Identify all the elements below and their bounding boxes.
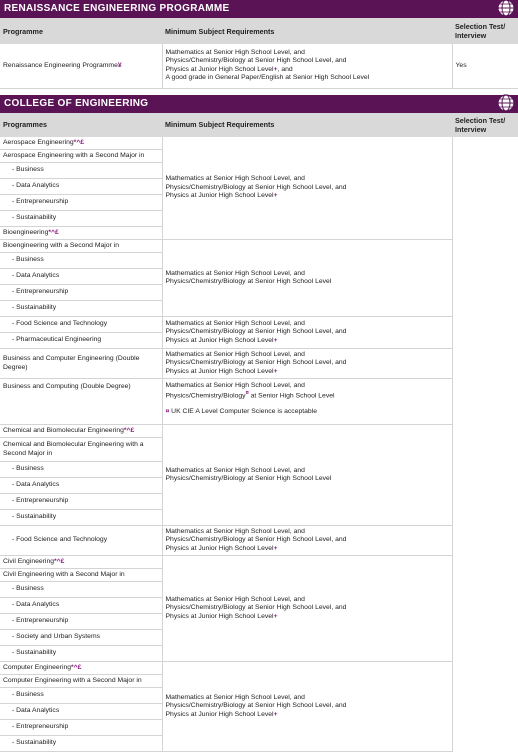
text: Physics/Chemistry/Biology at Senior High School Level, and <box>166 536 449 544</box>
text: Mathematics at Senior High School Level, and <box>166 351 449 359</box>
programme-cell: Business and Computing (Double Degree) <box>0 379 162 425</box>
table-row <box>0 113 518 137</box>
text: Renaissance Engineering Programme <box>3 62 118 69</box>
col-header-selection: Selection Test/ Interview <box>452 18 518 44</box>
programme-cell <box>452 137 518 752</box>
requirements-cell <box>162 137 452 240</box>
programme-cell: - Business <box>0 253 162 269</box>
text: ¤ <box>166 408 170 415</box>
text: Bioengineering <box>3 229 48 236</box>
text: *^£ <box>54 558 64 565</box>
table-row <box>0 137 518 150</box>
text: A good grade in General Paper/English at Senior High School Level <box>166 74 449 82</box>
requirements-cell <box>162 662 452 752</box>
engineering-table <box>0 113 518 752</box>
text: Physics/Chemistry/Biology at Senior High School Level, and <box>166 184 449 192</box>
text <box>166 337 449 345</box>
programme-cell: - Entrepreneurship <box>0 720 162 736</box>
table-row <box>0 556 518 569</box>
programme-cell: - Data Analytics <box>0 598 162 614</box>
programme-cell: - Business <box>0 163 162 179</box>
programme-cell <box>0 425 162 438</box>
text <box>166 613 449 621</box>
programme-cell: - Business <box>0 462 162 478</box>
requirements-cell <box>162 317 452 349</box>
programme-cell: - Sustainability <box>0 301 162 317</box>
text <box>166 66 449 74</box>
text: Physics/Chemistry/Biology at Senior High School Level <box>166 278 449 286</box>
text: Physics/Chemistry/Biology at Senior High School Level, and <box>166 328 449 336</box>
col-header-requirements: Minimum Subject Requirements <box>162 18 452 44</box>
programme-cell: - Data Analytics <box>0 179 162 195</box>
programme-cell: - Data Analytics <box>0 704 162 720</box>
text: Physics at Junior High School Level <box>166 368 274 375</box>
text: Mathematics at Senior High School Level, and <box>166 467 449 475</box>
text: + <box>274 711 278 718</box>
text: Physics/Chemistry/Biology at Senior High School Level <box>166 475 449 483</box>
programme-cell: - Entrepreneurship <box>0 614 162 630</box>
programme-cell: - Entrepreneurship <box>0 494 162 510</box>
programme-cell: - Pharmaceutical Engineering <box>0 333 162 349</box>
section-title-engineering <box>0 95 518 113</box>
text: ¤ <box>246 390 249 396</box>
globe-icon <box>496 0 516 18</box>
text: + <box>274 368 278 375</box>
text: Mathematics at Senior High School Level, and <box>166 694 449 702</box>
selection-cell: Yes <box>452 44 518 88</box>
text: Computer Engineering <box>3 664 71 671</box>
requirements-cell <box>162 526 452 556</box>
text <box>166 711 449 719</box>
requirements-cell <box>162 349 452 379</box>
text: + <box>274 613 278 620</box>
programme-cell: - Business <box>0 582 162 598</box>
text: + <box>274 337 278 344</box>
text: Mathematics at Senior High School Level, and <box>166 320 449 328</box>
programme-cell: - Sustainability <box>0 646 162 662</box>
text: Mathematics at Senior High School Level, and <box>166 528 449 536</box>
text <box>166 368 449 376</box>
programme-cell: - Data Analytics <box>0 478 162 494</box>
text: Civil Engineering <box>3 558 54 565</box>
renaissance-table <box>0 18 518 89</box>
globe-icon <box>496 93 516 113</box>
text: Physics/Chemistry/Biology at Senior High School Level, and <box>166 359 449 367</box>
text <box>166 408 449 416</box>
text: at Senior High School Level <box>251 393 335 400</box>
text: + <box>274 545 278 552</box>
programme-cell: - Sustainability <box>0 736 162 752</box>
col-header-selection: Selection Test/ Interview <box>452 113 518 137</box>
text: *^£ <box>71 664 81 671</box>
programme-cell: Computer Engineering with a Second Major in <box>0 675 162 688</box>
text: *^£ <box>124 427 134 434</box>
text <box>166 545 449 553</box>
requirements-cell <box>162 425 452 526</box>
text: Mathematics at Senior High School Level, and <box>166 382 449 390</box>
text: Mathematics at Senior High School Level, and <box>166 270 449 278</box>
programme-cell: - Food Science and Technology <box>0 317 162 333</box>
text: Mathematics at Senior High School Level, and <box>166 49 449 57</box>
text: Chemical and Biomolecular Engineering <box>3 427 124 434</box>
text: Mathematics at Senior High School Level, and <box>166 596 449 604</box>
text: Physics at Junior High School Level <box>166 545 274 552</box>
text: ¥ <box>118 62 122 69</box>
table-row <box>0 349 518 379</box>
table-row <box>0 44 518 88</box>
text: + <box>274 192 278 199</box>
table-row <box>0 18 518 44</box>
section-title-text: COLLEGE OF ENGINEERING <box>4 98 148 109</box>
text: Physics at Junior High School Level <box>166 337 274 344</box>
text: , and <box>278 66 293 73</box>
text: UK CIE A Level Computer Science is acceptable <box>171 408 317 415</box>
text: Physics/Chemistry/Biology at Senior High School Level, and <box>166 702 449 710</box>
programme-cell <box>0 556 162 569</box>
programme-cell: Civil Engineering with a Second Major in <box>0 569 162 582</box>
programme-cell: Bioengineering with a Second Major in <box>0 240 162 253</box>
table-row <box>0 662 518 675</box>
table-row <box>0 526 518 556</box>
section-title-text: RENAISSANCE ENGINEERING PROGRAMME <box>4 3 229 14</box>
text: Physics at Junior High School Level <box>166 613 274 620</box>
requirements-cell <box>162 556 452 662</box>
requirements-cell <box>162 240 452 317</box>
text: Physics at Junior High School Level <box>166 711 274 718</box>
programme-cell: Aerospace Engineering with a Second Major in <box>0 150 162 163</box>
programme-cell <box>0 44 162 88</box>
programme-cell: - Data Analytics <box>0 269 162 285</box>
programme-cell: - Entrepreneurship <box>0 195 162 211</box>
table-row <box>0 240 518 253</box>
text: Physics/Chemistry/Biology <box>166 393 246 400</box>
programme-cell: - Entrepreneurship <box>0 285 162 301</box>
text: Physics/Chemistry/Biology at Senior High School Level, and <box>166 57 449 65</box>
text: Physics at Junior High School Level <box>166 66 274 73</box>
programme-cell: - Society and Urban Systems <box>0 630 162 646</box>
programme-cell <box>0 662 162 675</box>
text: Physics/Chemistry/Biology at Senior High School Level, and <box>166 604 449 612</box>
section-title-renaissance <box>0 0 518 18</box>
table-row <box>0 317 518 333</box>
table-row <box>0 379 518 425</box>
text <box>166 390 449 401</box>
table-row <box>0 425 518 438</box>
text: + <box>274 66 278 73</box>
programme-cell: - Food Science and Technology <box>0 526 162 556</box>
text <box>166 192 449 200</box>
programme-cell: Chemical and Biomolecular Engineering with a Second Major in <box>0 438 162 462</box>
requirements-cell <box>162 44 452 88</box>
col-header-programme: Programmes <box>0 113 162 137</box>
programme-cell: - Business <box>0 688 162 704</box>
programme-cell <box>0 227 162 240</box>
text: Mathematics at Senior High School Level, and <box>166 175 449 183</box>
text: Physics at Junior High School Level <box>166 192 274 199</box>
text: *^£ <box>74 139 84 146</box>
programme-cell: - Sustainability <box>0 510 162 526</box>
programme-cell: Business and Computer Engineering (Double Degree) <box>0 349 162 379</box>
requirements-cell <box>162 379 452 425</box>
programme-cell: - Sustainability <box>0 211 162 227</box>
programme-cell <box>0 137 162 150</box>
text: Aerospace Engineering <box>3 139 74 146</box>
col-header-requirements: Minimum Subject Requirements <box>162 113 452 137</box>
col-header-programme: Programme <box>0 18 162 44</box>
text: *^£ <box>48 229 58 236</box>
